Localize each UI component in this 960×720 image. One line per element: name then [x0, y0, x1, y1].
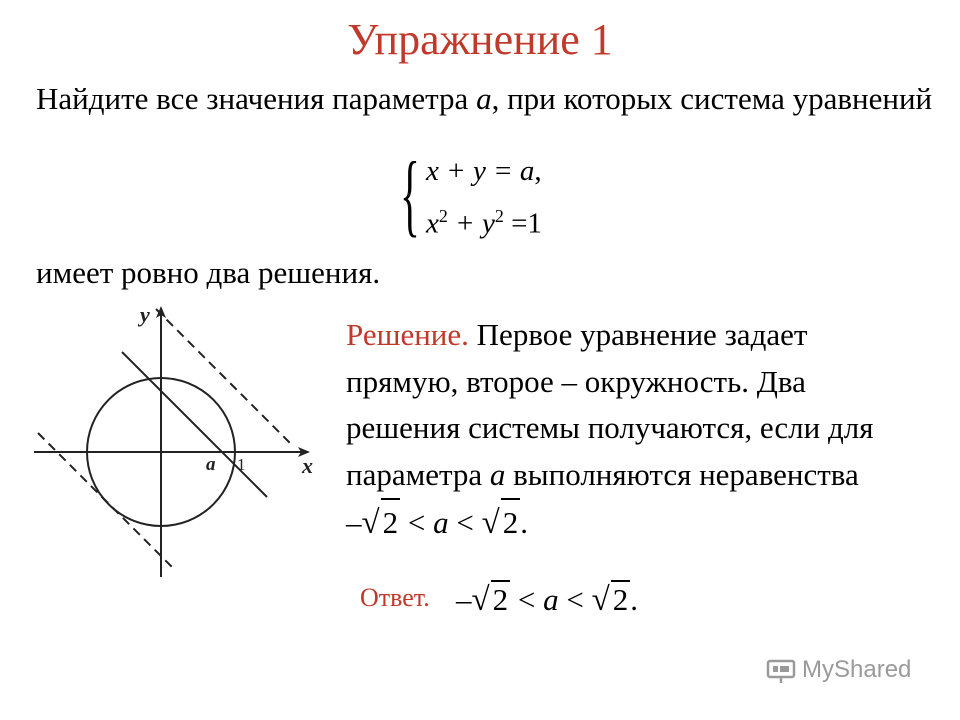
- eq1-end: ,: [534, 155, 542, 187]
- sqrt-icon: √: [361, 505, 380, 541]
- ineq-lt-2: <: [448, 505, 482, 540]
- solution-param-a: a: [489, 456, 506, 492]
- sqrt-icon: √: [481, 505, 500, 541]
- eq2-x: x: [426, 207, 439, 240]
- ans-lt-2: <: [558, 582, 592, 617]
- ans-a: a: [543, 582, 559, 617]
- tangent-line-upper: [156, 309, 290, 443]
- ineq-lt-1: <: [400, 505, 434, 540]
- eq2-exp-1: 2: [438, 206, 448, 226]
- watermark-text: MyShared: [802, 656, 912, 683]
- ineq-end: .: [520, 505, 528, 540]
- answer-inequality: [456, 580, 638, 619]
- y-axis-label: y: [140, 302, 150, 327]
- slide-title: Упражнение 1: [347, 15, 613, 64]
- system-brace: {: [400, 143, 420, 245]
- equation-system: [398, 143, 598, 245]
- ineq-minus: –: [346, 505, 362, 540]
- answer-label: Ответ.: [360, 583, 430, 612]
- sqrt-icon: √: [591, 582, 610, 618]
- equation-line-1: [426, 155, 542, 188]
- problem-statement-end: имеет ровно два решения.: [36, 255, 381, 290]
- solution-inequality: [346, 505, 528, 540]
- graph-figure: [30, 300, 320, 585]
- ineq-sqrt-2: 2: [381, 498, 401, 547]
- solution-label: Решение.: [346, 317, 469, 352]
- ans-sqrt-2b: 2: [612, 582, 629, 617]
- problem-text-2: , при которых система уравнений: [491, 81, 933, 116]
- problem-statement: [36, 76, 936, 121]
- x-axis-label: x: [302, 453, 313, 478]
- ans-minus: –: [456, 582, 472, 617]
- tangent-line-lower: [38, 433, 175, 570]
- solution-text: [346, 312, 926, 547]
- equation-line-2: [426, 206, 542, 241]
- watermark: [766, 656, 911, 684]
- ans-end: .: [630, 582, 638, 617]
- eq2-rhs: =1: [503, 207, 542, 240]
- solution-text-1: Первое уравнение задает прямую, второе – окружность. Два решения системы получаются, если для параметра: [346, 317, 874, 492]
- ineq-sqrt-2b: 2: [501, 498, 521, 547]
- sqrt-icon: √: [471, 582, 490, 618]
- line-x-plus-y-a: [122, 352, 267, 497]
- ans-sqrt-2: 2: [492, 582, 509, 617]
- solution-text-2: выполняются неравенства: [505, 456, 859, 492]
- eq1-left: x + y =: [426, 155, 520, 187]
- param-a: a: [476, 81, 492, 116]
- eq1-param: a: [519, 155, 535, 187]
- eq2-plus-y: + y: [447, 207, 495, 240]
- ans-lt-1: <: [510, 582, 544, 617]
- projector-icon: [766, 658, 796, 684]
- a-label: a: [206, 454, 216, 475]
- eq2-exp-2: 2: [494, 206, 504, 226]
- one-label: 1: [237, 455, 246, 474]
- problem-text-1: Найдите все значения параметра: [36, 81, 477, 116]
- ineq-a: a: [433, 505, 449, 540]
